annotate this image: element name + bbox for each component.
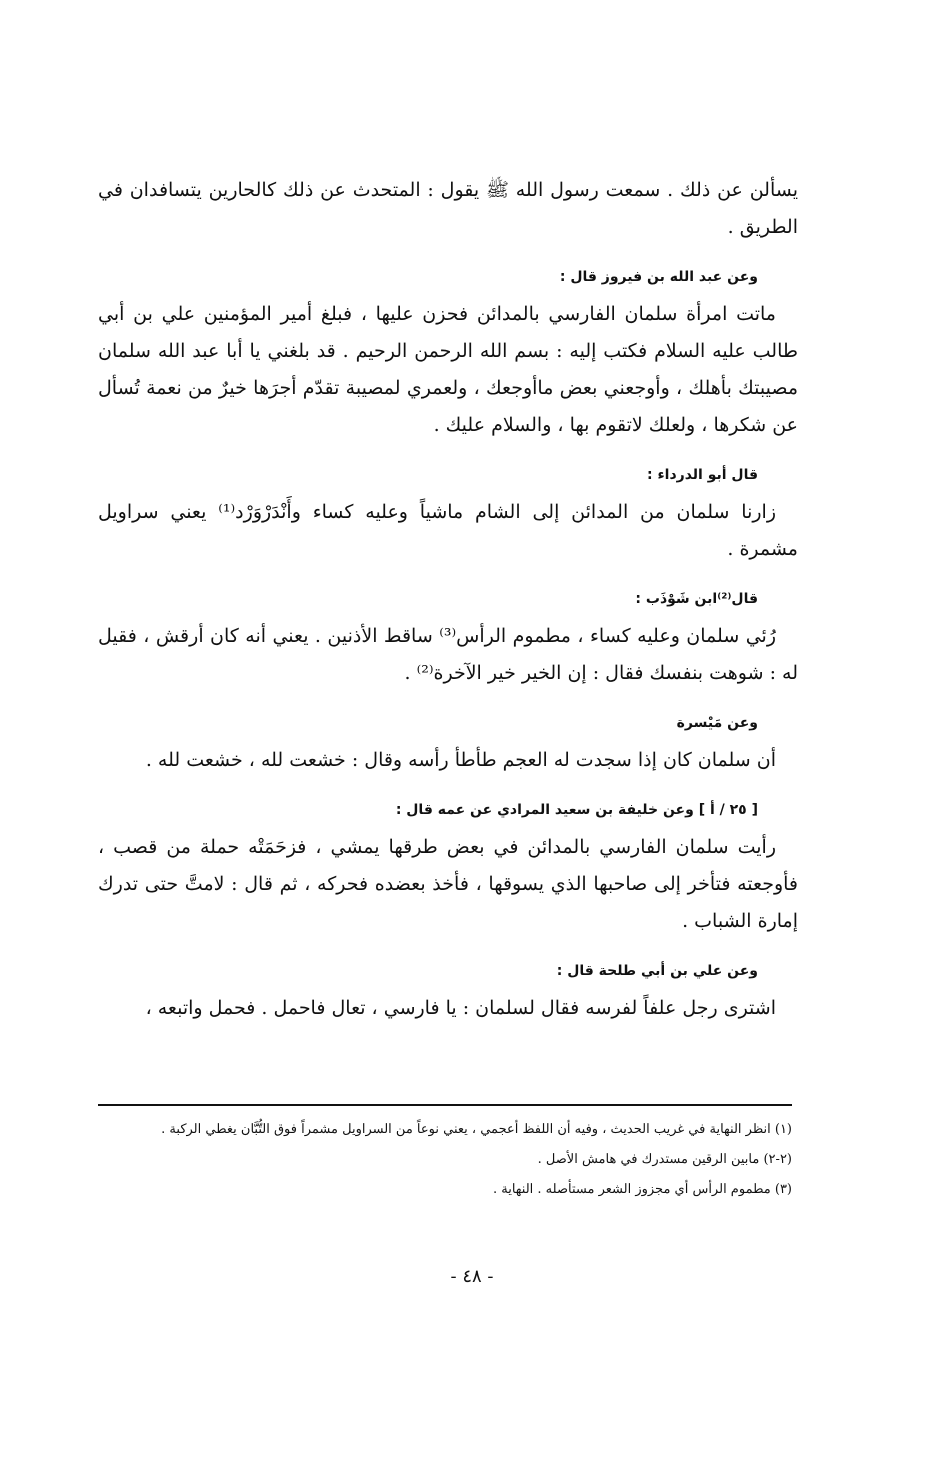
narrator-heading: وعن عبد الله بن فيروز قال : <box>559 269 758 285</box>
paragraph: يسألن عن ذلك . سمعت رسول الله ﷺ يقول : المتحدث عن ذلك كالحارين يتسافدان في الطريق . <box>98 179 798 238</box>
footnote: (٢-٢) مابين الرقين مستدرك في هامش الأصل . <box>537 1152 792 1167</box>
paragraph: زارنا سلمان من المدائن إلى الشام ماشياً وعليه كساء وأَنْدَرْوَرْد⁽¹⁾ يعني سراويل مشمرة . <box>98 501 798 560</box>
footnote-separator <box>98 1104 792 1106</box>
narrator-heading: وعن مَيْسرة <box>676 715 758 731</box>
paragraph: أن سلمان كان إذا سجدت له العجم طأطأ رأسه وقال : خشعت لله ، خشعت لله . <box>145 749 776 771</box>
main-text <box>98 172 798 1047</box>
narrator-heading: قال أبو الدرداء : <box>647 467 758 483</box>
footnotes <box>98 1118 792 1208</box>
narrator-heading: قال⁽²⁾ابن شَوْذَب : <box>635 591 758 607</box>
paragraph: ماتت امرأة سلمان الفارسي بالمدائن فحزن عليها ، فبلغ أمير المؤمنين علي بن أبي طالب عليه السلام فكتب إليه : بسم الله الرحمن الرحيم . قد بلغني يا أبا عبد الله سلمان مصيبتك بأهلك ، وأوجعني بعض ماأوجعك ، ولعمري لمصيبة تقدّم أجرَها خيرٌ من نعمة تُسأل عن شكرها ، ولعلك لاتقوم بها ، والسلام عليك . <box>98 303 798 436</box>
footnote: (٣) مطموم الرأس أي مجزوز الشعر مستأصله . النهاية . <box>492 1182 792 1197</box>
paragraph: رأيت سلمان الفارسي بالمدائن في بعض طرقها يمشي ، فزحَمَتْه حملة من قصب ، فأوجعته فتأخر إلى صاحبها الذي يسوقها ، فأخذ بعضده فحركه ، ثم قال : لامتَّ حتى تدرك إمارة الشباب . <box>98 836 798 932</box>
page-number: - ٤٨ - <box>450 1266 494 1287</box>
footnote: (١) انظر النهاية في غريب الحديث ، وفيه أن اللفظ أعجمي ، يعني نوعاً من السراويل مشمراً فوق التُّبَّان يغطي الركبة . <box>161 1122 792 1137</box>
paragraph: رُئي سلمان وعليه كساء ، مطموم الرأس⁽³⁾ ساقط الأذنين . يعني أنه كان أرقش ، فقيل له : شوهت بنفسك فقال : إن الخير خير الآخرة⁽²⁾ . <box>98 625 798 684</box>
narrator-heading: [ ٢٥ / أ ] وعن خليفة بن سعيد المرادي عن عمه قال : <box>395 802 758 818</box>
paragraph: اشترى رجل علفاً لفرسه فقال لسلمان : يا فارسي ، تعال فاحمل . فحمل واتبعه ، <box>145 997 776 1019</box>
narrator-heading: وعن علي بن أبي طلحة قال : <box>556 963 758 979</box>
